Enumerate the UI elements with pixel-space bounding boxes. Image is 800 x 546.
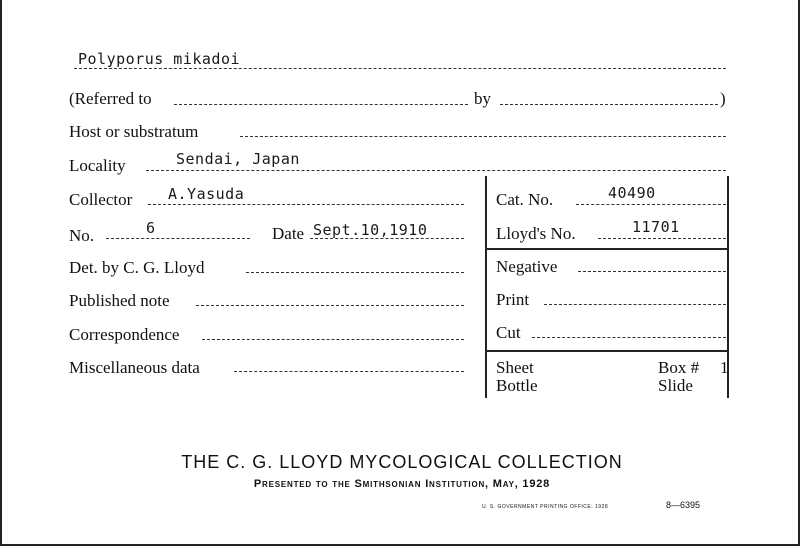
cat-no-value: 40490 <box>608 184 656 202</box>
cut-line <box>532 337 726 338</box>
correspondence-label: Correspondence <box>69 325 180 344</box>
published-label: Published note <box>69 291 170 310</box>
by-close: ) <box>720 89 726 108</box>
collection-title: THE C. G. LLOYD MYCOLOGICAL COLLECTION <box>181 452 623 472</box>
date-line <box>310 238 464 239</box>
no-value: 6 <box>146 219 156 237</box>
det-line <box>246 272 464 273</box>
catalog-box-divider <box>485 248 729 250</box>
bottle-label: Bottle <box>496 376 538 395</box>
date-label: Date <box>272 224 305 243</box>
lloyds-no-line <box>598 238 726 239</box>
det-label: Det. by C. G. Lloyd <box>69 258 205 277</box>
lloyds-no-value: 11701 <box>632 218 680 236</box>
published-line <box>196 305 464 306</box>
print-label: Print <box>496 290 530 309</box>
collector-value: A.Yasuda <box>168 185 245 203</box>
lloyds-no-label: Lloyd's No. <box>496 224 576 243</box>
correspondence-line <box>202 339 464 340</box>
negative-line <box>578 271 726 272</box>
locality-value: Sendai, Japan <box>176 150 300 168</box>
species-name: Polyporus mikadoi <box>78 50 241 68</box>
misc-line <box>234 371 464 372</box>
box-number-value: 1 <box>720 358 729 377</box>
collector-label: Collector <box>69 190 133 209</box>
by-label: by <box>474 89 491 108</box>
cat-no-label: Cat. No. <box>496 190 554 209</box>
cut-label: Cut <box>496 323 521 342</box>
cat-no-line <box>576 204 726 205</box>
locality-line <box>146 170 726 171</box>
date-value: Sept.10,1910 <box>313 221 428 239</box>
by-line <box>500 104 718 105</box>
printer-imprint: U. S. GOVERNMENT PRINTING OFFICE: 1928 <box>482 504 609 510</box>
sheet-label: Sheet <box>496 358 534 377</box>
collection-subtitle: Presented to the Smithsonian Institution, May, 1928 <box>253 478 551 490</box>
host-label: Host or substratum <box>69 122 199 141</box>
print-line <box>544 304 726 305</box>
referred-to-label: (Referred to <box>69 89 152 108</box>
host-line <box>240 136 726 137</box>
misc-label: Miscellaneous data <box>69 358 200 377</box>
referred-to-line <box>174 104 468 105</box>
catalog-box-divider-lower <box>485 350 729 352</box>
box-number-label: Box # <box>658 358 700 377</box>
form-number: 8—6395 <box>666 500 701 510</box>
slide-label: Slide <box>658 376 693 395</box>
collector-line <box>148 204 464 205</box>
locality-label: Locality <box>69 156 126 175</box>
negative-label: Negative <box>496 257 558 276</box>
no-line <box>106 238 250 239</box>
species-line <box>74 68 726 69</box>
no-label: No. <box>69 226 95 245</box>
